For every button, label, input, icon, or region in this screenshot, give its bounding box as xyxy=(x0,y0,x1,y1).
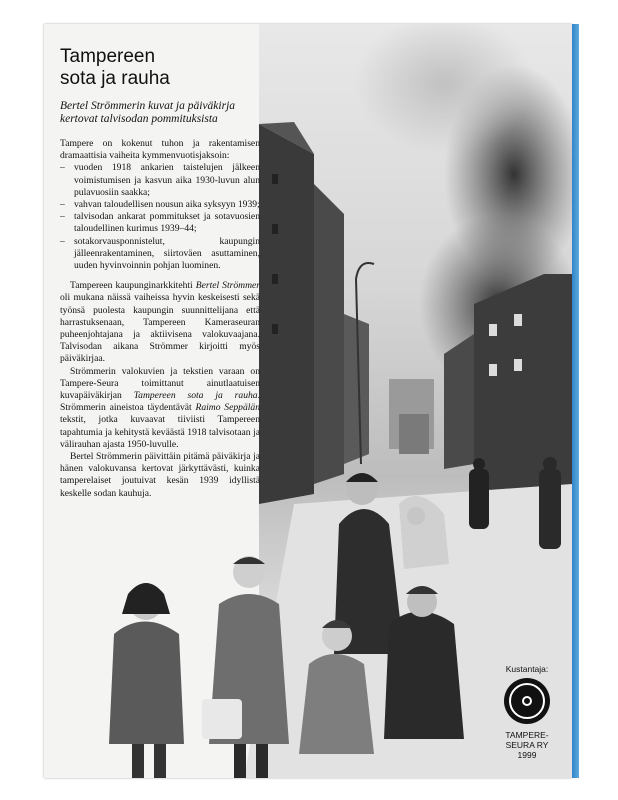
book-title xyxy=(60,46,260,90)
tampere-seura-logo-icon xyxy=(504,678,550,724)
book-spine-edge xyxy=(572,24,579,778)
publisher-name-line-2: SEURA RY xyxy=(505,740,549,750)
publisher-block xyxy=(492,664,562,760)
architect-paragraph xyxy=(60,280,260,365)
book-subtitle: Bertel Strömmerin kuvat ja päiväkirja kertovat talvisodan pommituksista xyxy=(60,100,236,125)
diary-paragraph: Bertel Strömmerin päivittäin pitämä päiväkirja ja hänen valokuvansa kertovat järkyttävästi, kuinka tamperelaiset joutuivat kesän 1939 idyllistä keskelle sodan kauhuja. xyxy=(60,451,260,499)
title-line-2: sota ja rauha xyxy=(60,68,170,89)
text-run: Strömmerin valokuvien ja tekstien varaan on Tampere-Seura toimittanut ainutlaatuisen kuvapäiväkirjan xyxy=(60,365,260,402)
book-title-reference: Tampereen sota ja rauha xyxy=(133,390,258,402)
history-phases-list xyxy=(60,162,260,272)
blurb-body xyxy=(60,138,260,500)
phase-item: – vuoden 1918 ankarien taistelujen jälkeen voimistumisen ja kasvun aika 1930-luvun alun pulavuosiin saakka; xyxy=(60,162,260,199)
intro-paragraph: Tampere on kokenut tuhon ja rakentamisen dramaattisia vaiheita kymmenvuotisjaksoin: xyxy=(60,138,260,162)
book-paragraph xyxy=(60,366,260,451)
book-back-cover xyxy=(44,24,572,778)
phase-item: – talvisodan ankarat pommitukset ja sotavuosien taloudellinen kurimus 1939–44; xyxy=(60,211,260,235)
publisher-label: Kustantaja: xyxy=(505,664,549,674)
publisher-name-line-1: TAMPERE- xyxy=(505,730,549,740)
phase-item: – vahvan taloudellisen nousun aika syksyyn 1939; xyxy=(60,199,260,211)
text-run: oli mukana näissä vaiheissa hyvin keskeisesti sekä työnsä puolesta kaupungin suunnittelijana että harrastuksenaan, Tampereen Kameraseuran puheenjohtajana ja aktiivisena valokuvaajana. Talvisodan aikana Strömmer kirjoitti myös päiväkirjaa. xyxy=(60,292,260,365)
author-name: Raimo Seppälän xyxy=(195,402,260,414)
publication-year: 1999 xyxy=(517,750,537,760)
back-cover-text-column xyxy=(60,46,260,500)
text-run: tekstit, jotka kuvaavat tiiviisti Tampereen tapahtumia ja kehitystä keväästä 1918 talvisotaan ja välirauhan ajasta 1950-luvulle. xyxy=(60,414,260,450)
publisher-name xyxy=(492,730,562,760)
architect-name: Bertel Strömmer xyxy=(195,280,260,292)
text-run: Tampereen kaupunginarkkitehti xyxy=(70,280,196,292)
title-line-1: Tampereen xyxy=(60,46,156,67)
text-run: . Strömmerin aineistoa täydentävät xyxy=(60,390,261,414)
phase-item: – sotakorvausponnistelut, kaupungin jälleenrakentaminen, siirtoväen asuttaminen, uuden hyvinvoinnin pohjan luominen. xyxy=(60,236,260,273)
